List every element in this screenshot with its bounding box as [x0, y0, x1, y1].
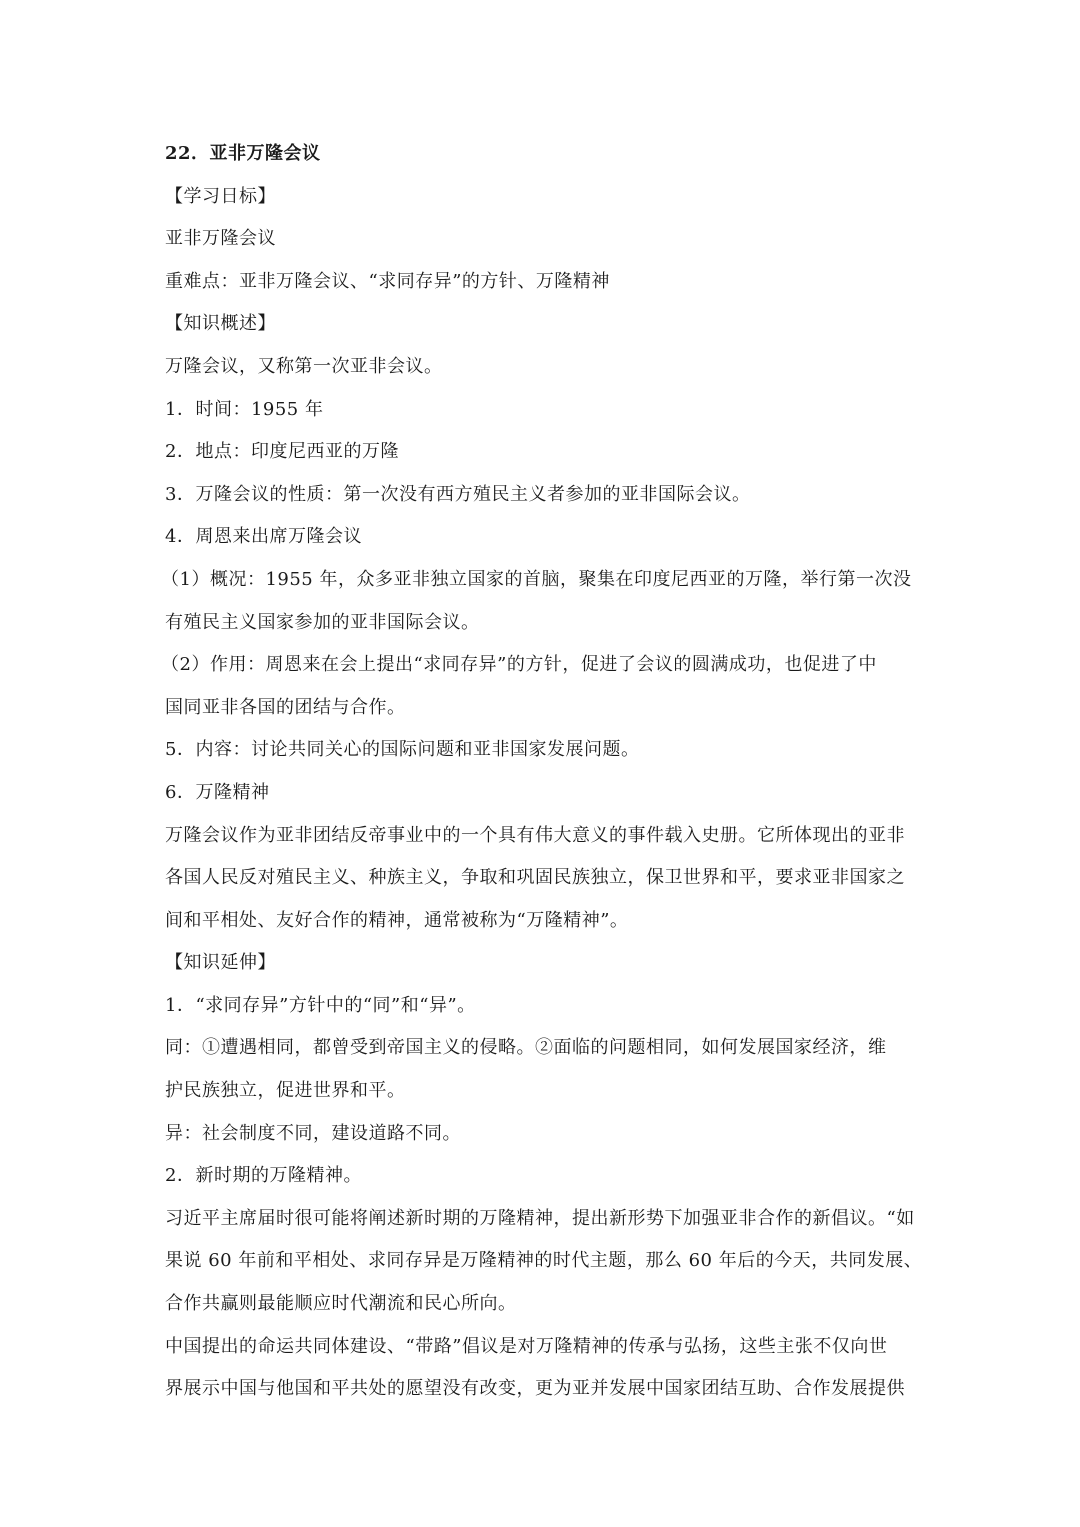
extension-item-2: 2．新时期的万隆精神。	[165, 1165, 362, 1187]
sub-item-role-line-2: 国同亚非各国的团结与合作。	[165, 696, 406, 718]
heading-knowledge-extension: 【知识延伸】	[165, 952, 276, 974]
belt-road-paragraph-line-2: 界展示中国与他国和平共处的愿望没有改变，更为亚并发展中国家团结互助、合作发展提供	[165, 1378, 905, 1400]
different-points: 异：社会制度不同，建设道路不同。	[165, 1122, 461, 1144]
spirit-paragraph-line-2: 各国人民反对殖民主义、种族主义，争取和巩固民族独立，保卫世界和平，要求亚非国家之	[165, 867, 905, 889]
item-place: 2．地点：印度尼西亚的万隆	[165, 441, 399, 463]
same-points-line-2: 护民族独立，促进世界和平。	[165, 1080, 406, 1102]
same-points-line-1: 同：①遭遇相同，都曾受到帝国主义的侵略。②面临的问题相同，如何发展国家经济，维	[165, 1037, 887, 1059]
item-nature: 3．万隆会议的性质：第一次没有西方殖民主义者参加的亚非国际会议。	[165, 483, 751, 505]
extension-item-1: 1．“求同存异”方针中的“同”和“异”。	[165, 994, 476, 1016]
new-era-paragraph-line-3: 合作共赢则最能顺应时代潮流和民心所向。	[165, 1293, 517, 1315]
belt-road-paragraph-line-1: 中国提出的命运共同体建设、“带路”倡议是对万隆精神的传承与弘扬，这些主张不仅向世	[165, 1335, 888, 1357]
item-zhou-enlai: 4．周恩来出席万隆会议	[165, 526, 362, 548]
heading-learning-goals: 【学习日标】	[165, 185, 276, 207]
item-content: 5．内容：讨论共同关心的国际问题和亚非国家发展问题。	[165, 739, 640, 761]
overview-intro: 万隆会议，又称第一次亚非会议。	[165, 355, 443, 377]
sub-item-overview-line-1: （1）概况：1955 年，众多亚非独立国家的首脑，聚集在印度尼西亚的万隆，举行第一次没	[161, 568, 912, 590]
item-bandung-spirit: 6．万隆精神	[165, 781, 270, 803]
section-title: 22．亚非万隆会议	[165, 143, 321, 164]
document-body	[161, 133, 925, 1411]
item-time: 1．时间：1955 年	[165, 398, 324, 420]
sub-item-role-line-1: （2）作用：周恩来在会上提出“求同存异”的方针，促进了会议的圆满成功，也促进了中	[161, 654, 877, 676]
heading-knowledge-overview: 【知识概述】	[165, 313, 276, 335]
goal-text: 亚非万隆会议	[165, 228, 276, 250]
spirit-paragraph-line-1: 万隆会议作为亚非团结反帝事业中的一个具有伟大意义的事件载入史册。它所体现出的亚非	[165, 824, 905, 846]
spirit-paragraph-line-3: 间和平相处、友好合作的精神，通常被称为“万隆精神”。	[165, 909, 629, 931]
new-era-paragraph-line-1: 习近平主席届时很可能将阐述新时期的万隆精神，提出新形势下加强亚非合作的新倡议。“如	[165, 1207, 915, 1229]
new-era-paragraph-line-2: 果说 60 年前和平相处、求同存异是万隆精神的时代主题，那么 60 年后的今天，共同发展、	[165, 1250, 923, 1272]
key-points: 重难点：亚非万隆会议、“求同存异”的方针、万隆精神	[165, 270, 610, 292]
sub-item-overview-line-2: 有殖民主义国家参加的亚非国际会议。	[165, 611, 480, 633]
